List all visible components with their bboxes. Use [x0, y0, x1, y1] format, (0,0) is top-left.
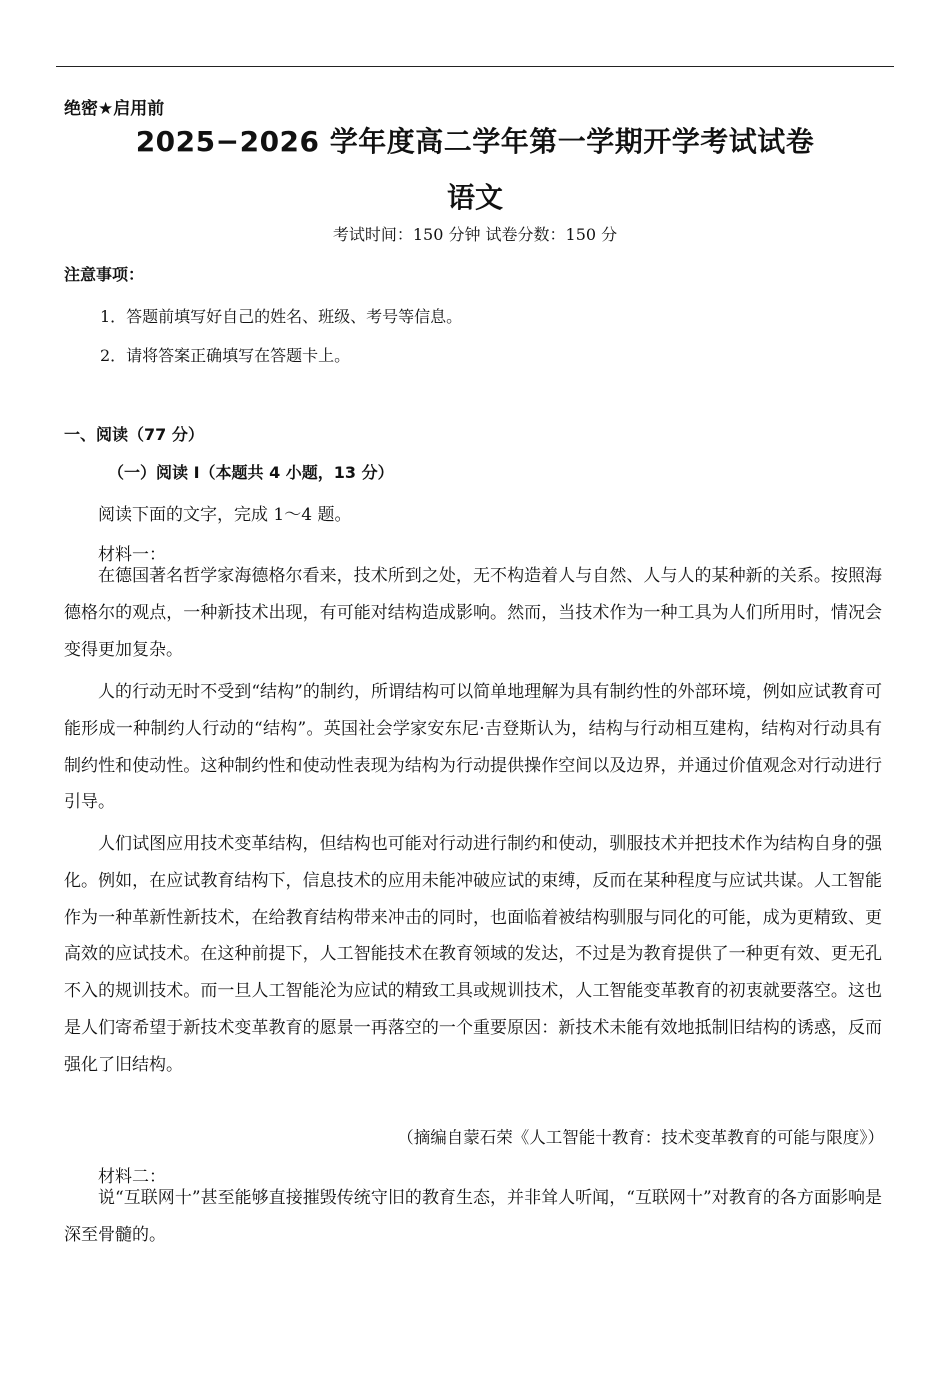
material-paragraph: 人的行动无时不受到“结构”的制约，所谓结构可以简单地理解为具有制约性的外部环境，例如应试教育可能形成一种制约人行动的“结构”。英国社会学家安东尼·吉登斯认为，结构与行动相互建构，结构对行动具有制约性和使动性。这种制约性和使动性表现为结构为行动提供操作空间以及边界，并通过价值观念对行动进行引导。: [64, 682, 882, 813]
material-paragraph: 在德国著名哲学家海德格尔看来，技术所到之处，无不构造着人与自然、人与人的某种新的关系。按照海德格尔的观点，一种新技术出现，有可能对结构造成影响。然而，当技术作为一种工具为人们所用时，情况会变得更加复杂。: [64, 566, 882, 660]
subsection-title: （一）阅读 I（本题共 4 小题，13 分）: [108, 463, 394, 482]
reading-instruction: 阅读下面的文字，完成 1～4 题。: [98, 505, 352, 525]
note-item: 2．请将答案正确填写在答题卡上。: [100, 346, 351, 365]
material-paragraph: 人们试图应用技术变革结构，但结构也可能对行动进行制约和使动，驯服技术并把技术作为结构自身的强化。例如，在应试教育结构下，信息技术的应用未能冲破应试的束缚，反而在某种程度与应试共谋。人工智能作为一种革新性新技术，在给教育结构带来冲击的同时，也面临着被结构驯服与同化的可能，成为更精致、更高效的应试技术。在这种前提下，人工智能技术在教育领域的发达，不过是为教育提供了一种更有效、更无孔不入的规训技术。而一旦人工智能沦为应试的精致工具或规训技术，人工智能变革教育的初衷就要落空。这也是人们寄希望于新技术变革教育的愿景一再落空的一个重要原因：新技术未能有效地抵制旧结构的诱惑，反而强化了旧结构。: [64, 834, 882, 1075]
exam-info: 考试时间：150 分钟 试卷分数：150 分: [332, 225, 618, 244]
exam-title: 2025−2026 学年度高二学年第一学期开学考试试卷: [135, 125, 815, 158]
material-label: 材料二：: [98, 1167, 166, 1187]
notes-title: 注意事项：: [64, 265, 145, 284]
subject-title: 语文: [446, 181, 503, 214]
secret-mark: 绝密★启用前: [64, 99, 165, 119]
material-label: 材料一：: [98, 545, 166, 565]
note-item: 1．答题前填写好自己的姓名、班级、考号等信息。: [100, 307, 463, 326]
material-source: （摘编自蒙石荣《人工智能十教育：技术变革教育的可能与限度》）: [397, 1128, 884, 1147]
material-paragraph: 说“互联网十”甚至能够直接摧毁传统守旧的教育生态，并非耸人听闻，“互联网十”对教育的各方面影响是深至骨髓的。: [64, 1188, 882, 1245]
top-rule: [56, 66, 894, 67]
section-title: 一、阅读（77 分）: [64, 425, 204, 444]
